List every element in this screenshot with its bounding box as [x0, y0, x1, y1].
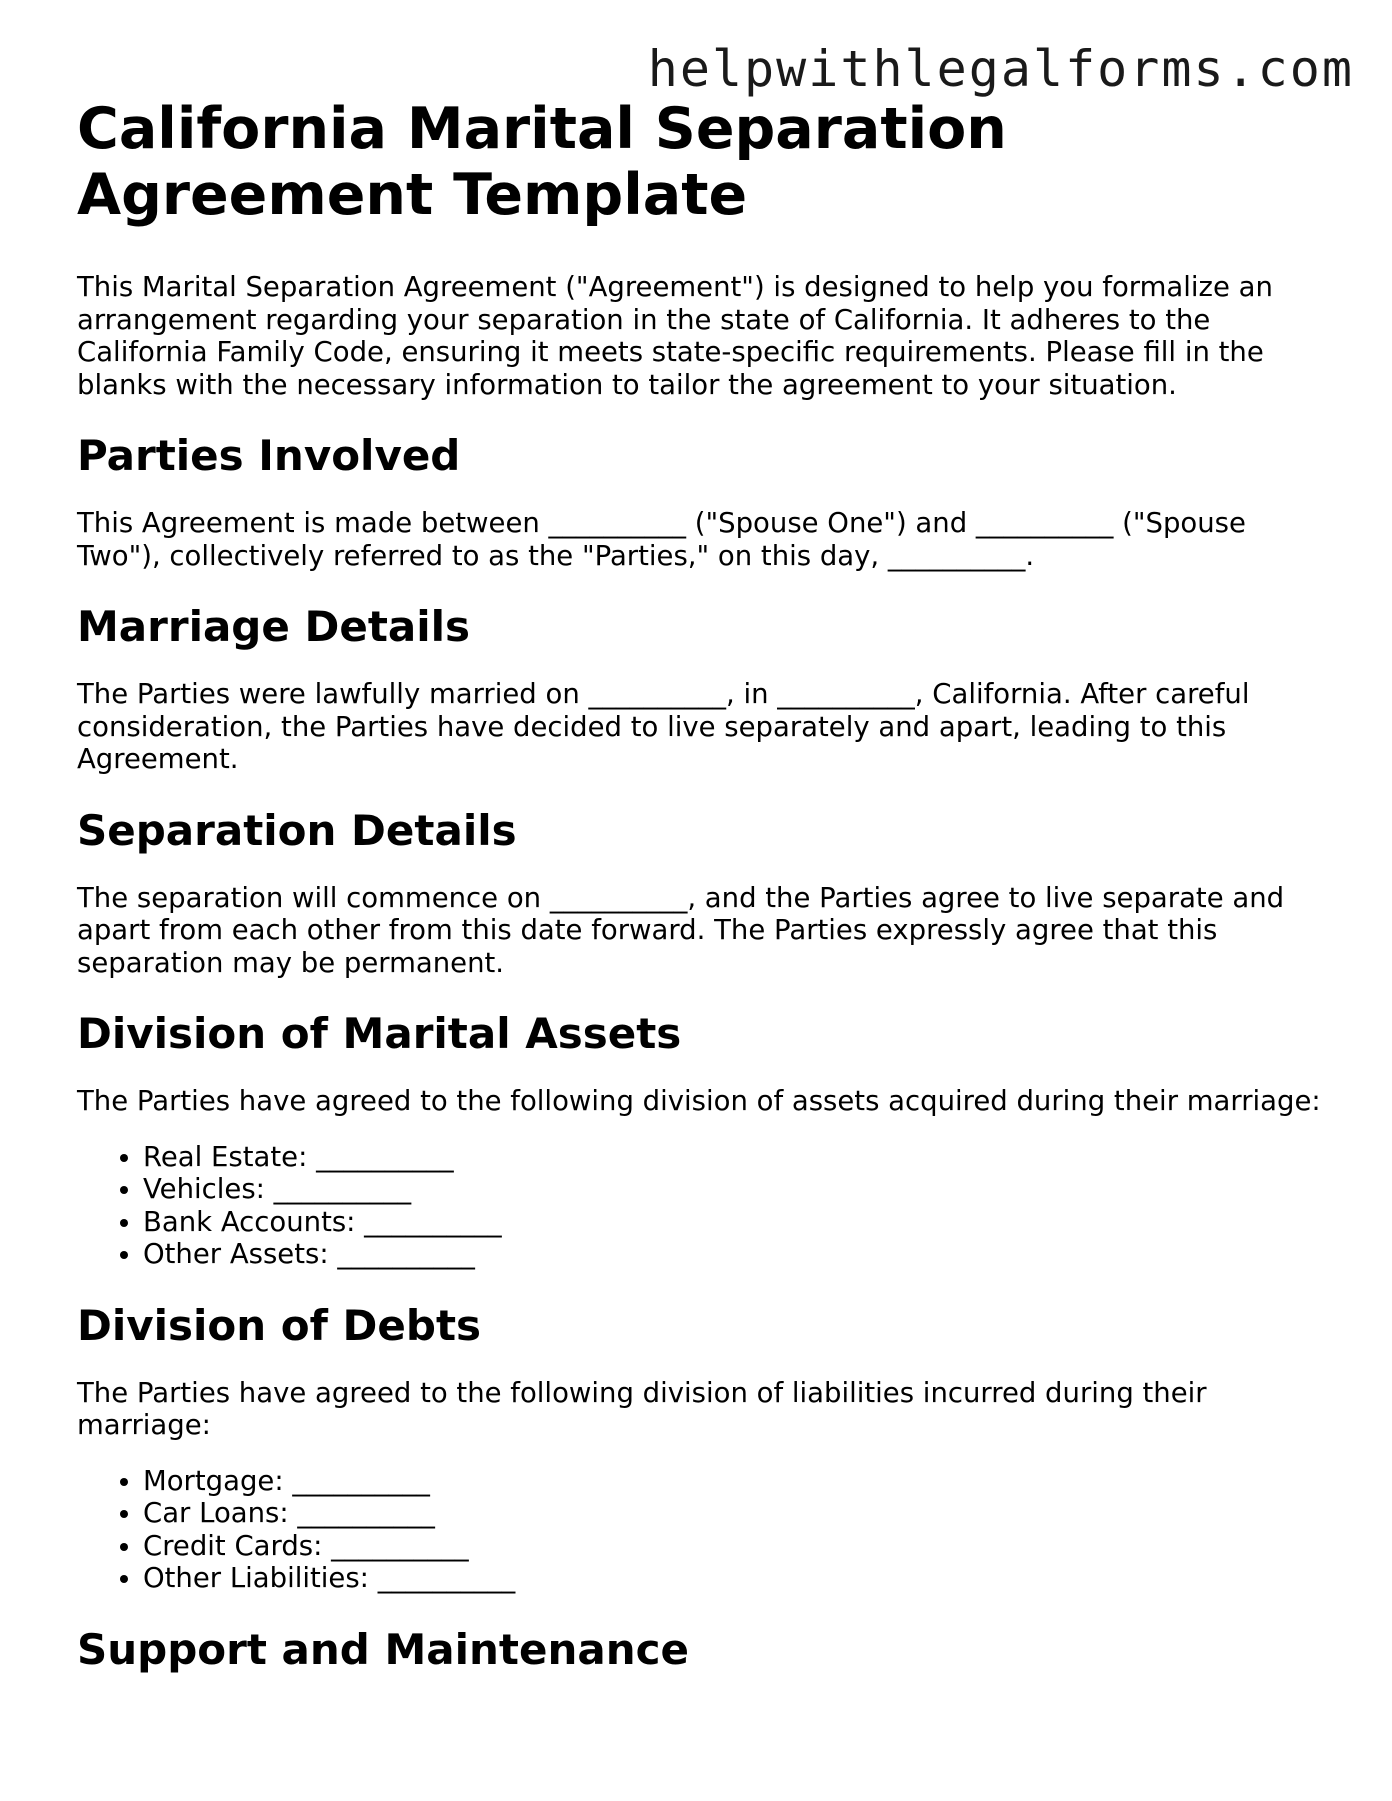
list-item: • Other Assets: __________ — [143, 1238, 1337, 1271]
assets-list — [77, 1141, 1337, 1271]
separation-paragraph: The separation will commence on __________, and the Parties agree to live separate and apart from each other from this date forward. The Parties expressly agree that this separation may be permanent. — [77, 881, 1285, 979]
marriage-paragraph: The Parties were lawfully married on __________, in __________, California. After careful consideration, the Parties have decided to live separately and apart, leading to this Agreement. — [77, 678, 1250, 775]
debts-paragraph: The Parties have agreed to the following division of liabilities incurred during their marriage: — [77, 1376, 1207, 1441]
intro-paragraph: This Marital Separation Agreement ("Agreement") is designed to help you formalize an arrangement regarding your separation in the state of California. It adheres to the California Family Code, ensuring it meets state-specific requirements. Please fill in the blanks with the necessary information to tailor the agreement to your situation. — [77, 271, 1273, 401]
document-body — [77, 96, 1337, 1675]
assets-paragraph: The Parties have agreed to the following division of assets acquired during their marriage: — [77, 1085, 1321, 1117]
debts-list — [77, 1465, 1337, 1595]
parties-paragraph: This Agreement is made between __________ ("Spouse One") and __________ ("Spouse Two"), collectively referred to as the "Parties," on this day, __________. — [77, 507, 1246, 572]
section-heading-assets: Division of Marital Assets — [77, 1009, 682, 1058]
section-heading-support: Support and Maintenance — [77, 1624, 689, 1674]
list-item: • Credit Cards: __________ — [143, 1530, 1337, 1563]
list-item: • Other Liabilities: __________ — [143, 1562, 1337, 1595]
list-item: • Mortgage: __________ — [143, 1465, 1337, 1498]
site-watermark: helpwithlegalforms.com — [647, 40, 1354, 98]
list-item: • Bank Accounts: __________ — [143, 1206, 1337, 1239]
list-item: • Vehicles: __________ — [143, 1173, 1337, 1206]
list-item: • Real Estate: __________ — [143, 1141, 1337, 1174]
document-title: California Marital Separation Agreement Template — [77, 96, 1007, 228]
list-item: • Car Loans: __________ — [143, 1497, 1337, 1530]
section-heading-parties: Parties Involved — [77, 431, 461, 480]
section-heading-marriage: Marriage Details — [77, 602, 471, 651]
section-heading-separation: Separation Details — [77, 805, 517, 855]
section-heading-debts: Division of Debts — [77, 1300, 482, 1350]
